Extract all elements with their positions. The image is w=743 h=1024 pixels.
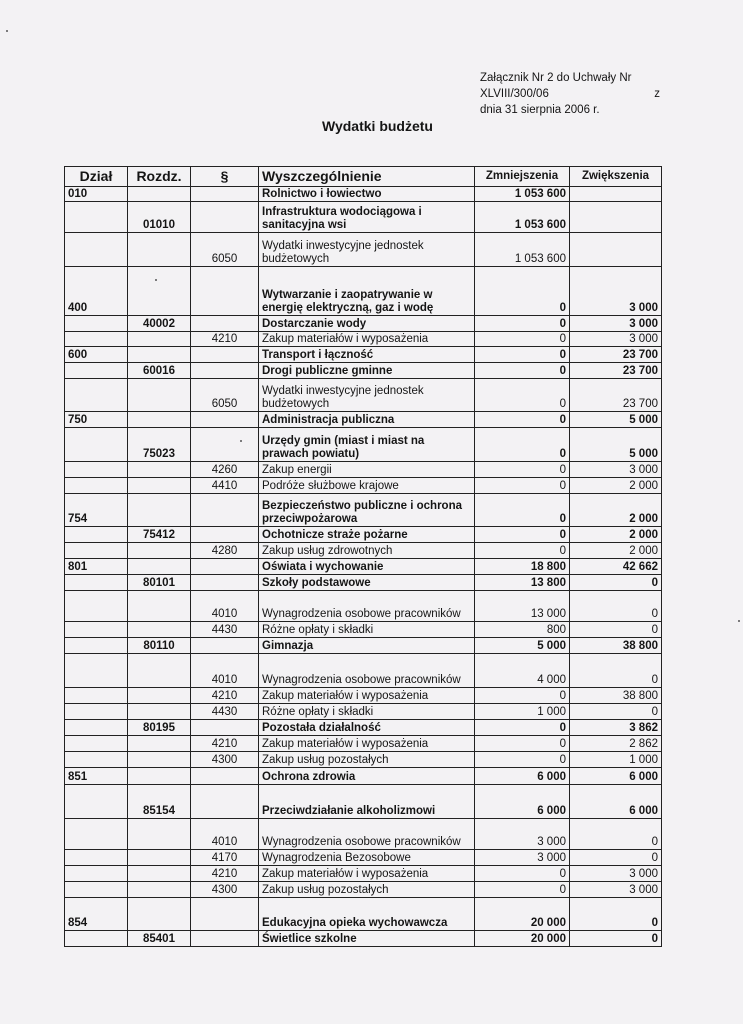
cell-paragraph [191,428,259,462]
cell-description: Transport i łączność [259,347,475,363]
cell-decrease: 6 000 [475,768,570,785]
cell-paragraph: 4300 [191,882,259,898]
cell-increase: 3 000 [570,316,662,332]
cell-description: Różne opłaty i składki [259,622,475,638]
cell-increase: 0 [570,622,662,638]
table-header-row [65,167,662,187]
cell-dzial [65,363,128,379]
cell-decrease: 0 [475,363,570,379]
cell-paragraph: 4430 [191,704,259,720]
cell-rozdzial: 85401 [128,931,191,947]
table-row [65,931,662,947]
cell-description: Ochrona zdrowia [259,768,475,785]
cell-dzial [65,591,128,622]
cell-paragraph: 4210 [191,688,259,704]
table-row [65,882,662,898]
table-row [65,412,662,428]
cell-increase: 38 800 [570,638,662,654]
scan-speck [738,620,740,622]
cell-rozdzial [128,850,191,866]
cell-description: Różne opłaty i składki [259,704,475,720]
cell-paragraph: 4010 [191,591,259,622]
cell-dzial: 750 [65,412,128,428]
cell-decrease: 0 [475,462,570,478]
cell-decrease: 4 000 [475,654,570,688]
cell-paragraph [191,363,259,379]
cell-decrease: 20 000 [475,898,570,931]
resolution-number: XLVIII/300/06 [480,88,549,100]
cell-dzial [65,478,128,494]
cell-decrease: 0 [475,267,570,316]
cell-rozdzial: 01010 [128,202,191,233]
cell-rozdzial [128,622,191,638]
cell-dzial [65,704,128,720]
cell-description: Wynagrodzenia osobowe pracowników [259,819,475,850]
cell-decrease: 3 000 [475,819,570,850]
cell-increase: 1 000 [570,752,662,768]
cell-dzial [65,379,128,412]
table-row [65,347,662,363]
table-row [65,736,662,752]
cell-increase: 23 700 [570,379,662,412]
cell-description: Świetlice szkolne [259,931,475,947]
cell-paragraph: 4010 [191,819,259,850]
cell-increase: 3 000 [570,332,662,347]
cell-increase: 0 [570,575,662,591]
cell-decrease: 800 [475,622,570,638]
cell-description: Edukacyjna opieka wychowawcza [259,898,475,931]
cell-rozdzial [128,688,191,704]
cell-decrease: 0 [475,688,570,704]
cell-rozdzial [128,559,191,575]
cell-decrease: 1 053 600 [475,202,570,233]
cell-paragraph: 6050 [191,233,259,267]
cell-increase: 2 000 [570,527,662,543]
table-row [65,850,662,866]
budget-table [64,166,662,947]
table-row [65,654,662,688]
cell-rozdzial [128,866,191,882]
cell-paragraph: 4260 [191,462,259,478]
cell-description: Przeciwdziałanie alkoholizmowi [259,785,475,819]
cell-increase: 0 [570,591,662,622]
cell-decrease: 1 053 600 [475,233,570,267]
cell-rozdzial [128,347,191,363]
table-body [65,187,662,947]
cell-decrease: 18 800 [475,559,570,575]
cell-dzial: 754 [65,494,128,527]
cell-paragraph: 4280 [191,543,259,559]
table-row [65,267,662,316]
cell-dzial [65,332,128,347]
cell-rozdzial [128,494,191,527]
cell-rozdzial: 40002 [128,316,191,332]
cell-rozdzial [128,704,191,720]
cell-description: Dostarczanie wody [259,316,475,332]
cell-dzial: 854 [65,898,128,931]
cell-dzial: 400 [65,267,128,316]
cell-rozdzial [128,768,191,785]
table-row [65,428,662,462]
annex-line-2 [480,86,660,102]
cell-dzial [65,622,128,638]
table-row [65,688,662,704]
cell-rozdzial [128,462,191,478]
cell-paragraph: 4410 [191,478,259,494]
cell-rozdzial [128,187,191,202]
cell-description: Wynagrodzenia osobowe pracowników [259,591,475,622]
cell-paragraph [191,187,259,202]
cell-paragraph [191,638,259,654]
cell-dzial: 010 [65,187,128,202]
cell-decrease: 0 [475,332,570,347]
cell-description: Zakup energii [259,462,475,478]
cell-paragraph [191,931,259,947]
cell-rozdzial [128,412,191,428]
cell-decrease: 0 [475,428,570,462]
table-row [65,785,662,819]
cell-description: Infrastruktura wodociągowa i sanitacyjna wsi [259,202,475,233]
cell-increase: 2 000 [570,494,662,527]
cell-rozdzial [128,478,191,494]
cell-increase: 42 662 [570,559,662,575]
cell-paragraph [191,559,259,575]
cell-dzial [65,850,128,866]
cell-increase: 2 000 [570,478,662,494]
cell-increase: 0 [570,819,662,850]
cell-increase: 3 000 [570,882,662,898]
cell-paragraph: 4010 [191,654,259,688]
cell-dzial [65,462,128,478]
scan-speck [6,30,8,32]
table-row [65,622,662,638]
cell-rozdzial [128,233,191,267]
cell-description: Wydatki inwestycyjne jednostek budżetowych [259,233,475,267]
cell-increase: 5 000 [570,412,662,428]
cell-description: Rolnictwo i łowiectwo [259,187,475,202]
cell-paragraph [191,768,259,785]
cell-description: Bezpieczeństwo publiczne i ochrona przeciwpożarowa [259,494,475,527]
cell-rozdzial [128,332,191,347]
scan-speck [155,279,157,281]
cell-rozdzial [128,736,191,752]
cell-description: Zakup materiałów i wyposażenia [259,688,475,704]
page-title: Wydatki budżetu [322,118,433,134]
cell-description: Wynagrodzenia osobowe pracowników [259,654,475,688]
cell-rozdzial [128,819,191,850]
cell-paragraph [191,898,259,931]
cell-description: Gimnazja [259,638,475,654]
cell-increase: 3 862 [570,720,662,736]
col-header-paragraph: § [191,167,259,187]
col-header-increases: Zwiększenia [570,167,662,187]
cell-rozdzial [128,267,191,316]
table-row [65,462,662,478]
cell-rozdzial [128,654,191,688]
cell-increase: 23 700 [570,347,662,363]
cell-decrease: 0 [475,347,570,363]
cell-decrease: 0 [475,866,570,882]
annex-z: z [654,88,660,100]
cell-decrease: 0 [475,720,570,736]
table-row [65,494,662,527]
cell-description: Zakup materiałów i wyposażenia [259,736,475,752]
cell-rozdzial: 75023 [128,428,191,462]
cell-dzial: 851 [65,768,128,785]
cell-dzial [65,819,128,850]
table-row [65,591,662,622]
table-row [65,527,662,543]
cell-description: Podróże służbowe krajowe [259,478,475,494]
table-row [65,202,662,233]
cell-increase [570,187,662,202]
cell-paragraph [191,347,259,363]
cell-increase: 23 700 [570,363,662,379]
cell-dzial [65,575,128,591]
cell-paragraph [191,527,259,543]
table-row [65,819,662,850]
cell-dzial [65,736,128,752]
table-row [65,478,662,494]
cell-description: Zakup usług pozostałych [259,882,475,898]
cell-description: Oświata i wychowanie [259,559,475,575]
cell-rozdzial [128,752,191,768]
cell-description: Szkoły podstawowe [259,575,475,591]
cell-decrease: 0 [475,736,570,752]
cell-paragraph [191,494,259,527]
cell-decrease: 0 [475,412,570,428]
cell-paragraph: 4300 [191,752,259,768]
annex-line-1: Załącznik Nr 2 do Uchwały Nr [480,72,632,84]
cell-increase: 6 000 [570,785,662,819]
cell-dzial [65,931,128,947]
table-row [65,638,662,654]
cell-description: Zakup usług pozostałych [259,752,475,768]
cell-description: Urzędy gmin (miast i miast na prawach powiatu) [259,428,475,462]
cell-paragraph: 4210 [191,736,259,752]
cell-increase: 0 [570,850,662,866]
cell-dzial [65,543,128,559]
cell-description: Wynagrodzenia Bezosobowe [259,850,475,866]
cell-increase: 3 000 [570,866,662,882]
table-row [65,379,662,412]
table-row [65,187,662,202]
cell-decrease: 0 [475,527,570,543]
cell-paragraph: 4210 [191,866,259,882]
cell-paragraph: 6050 [191,379,259,412]
cell-decrease: 20 000 [475,931,570,947]
cell-increase [570,233,662,267]
cell-rozdzial [128,898,191,931]
cell-increase: 0 [570,898,662,931]
cell-paragraph [191,202,259,233]
cell-decrease: 3 000 [475,850,570,866]
cell-decrease: 0 [475,752,570,768]
table-row [65,233,662,267]
cell-dzial [65,202,128,233]
cell-description: Zakup materiałów i wyposażenia [259,866,475,882]
table-row [65,332,662,347]
cell-rozdzial [128,543,191,559]
cell-increase: 2 862 [570,736,662,752]
cell-dzial: 600 [65,347,128,363]
cell-increase: 38 800 [570,688,662,704]
cell-paragraph [191,785,259,819]
cell-rozdzial: 75412 [128,527,191,543]
cell-rozdzial [128,379,191,412]
cell-rozdzial: 85154 [128,785,191,819]
cell-paragraph: 4210 [191,332,259,347]
cell-paragraph [191,412,259,428]
table-row [65,543,662,559]
cell-description: Zakup materiałów i wyposażenia [259,332,475,347]
table-row [65,752,662,768]
cell-rozdzial: 60016 [128,363,191,379]
cell-decrease: 0 [475,882,570,898]
table-row [65,866,662,882]
cell-decrease: 0 [475,379,570,412]
cell-description: Wydatki inwestycyjne jednostek budżetowych [259,379,475,412]
table-row [65,898,662,931]
col-header-description: Wyszczególnienie [259,167,475,187]
table-row [65,768,662,785]
cell-rozdzial: 80195 [128,720,191,736]
col-header-dzial: Dział [65,167,128,187]
cell-decrease: 6 000 [475,785,570,819]
cell-increase: 5 000 [570,428,662,462]
cell-paragraph: 4170 [191,850,259,866]
cell-increase: 3 000 [570,267,662,316]
table-row [65,704,662,720]
cell-description: Zakup usług zdrowotnych [259,543,475,559]
annex-date: dnia 31 sierpnia 2006 r. [480,104,600,116]
cell-dzial [65,654,128,688]
cell-rozdzial: 80101 [128,575,191,591]
cell-description: Administracja publiczna [259,412,475,428]
cell-increase: 2 000 [570,543,662,559]
cell-paragraph [191,267,259,316]
cell-dzial [65,866,128,882]
cell-decrease: 5 000 [475,638,570,654]
cell-increase: 0 [570,654,662,688]
cell-decrease: 0 [475,543,570,559]
cell-decrease: 13 000 [475,591,570,622]
cell-decrease: 1 000 [475,704,570,720]
cell-dzial [65,428,128,462]
cell-dzial [65,316,128,332]
cell-rozdzial: 80110 [128,638,191,654]
cell-decrease: 0 [475,316,570,332]
cell-decrease: 0 [475,478,570,494]
cell-dzial [65,720,128,736]
table-row [65,559,662,575]
table-row [65,316,662,332]
cell-description: Wytwarzanie i zaopatrywanie w energię elektryczną, gaz i wodę [259,267,475,316]
table-row [65,363,662,379]
cell-paragraph [191,316,259,332]
annex-reference [480,70,660,118]
cell-dzial [65,882,128,898]
cell-description: Ochotnicze straże pożarne [259,527,475,543]
cell-rozdzial [128,882,191,898]
cell-decrease: 0 [475,494,570,527]
cell-dzial [65,688,128,704]
table-row [65,575,662,591]
col-header-decreases: Zmniejszenia [475,167,570,187]
col-header-rozdz: Rozdz. [128,167,191,187]
cell-dzial [65,233,128,267]
cell-dzial [65,752,128,768]
scan-speck [240,440,242,442]
cell-rozdzial [128,591,191,622]
cell-increase [570,202,662,233]
cell-paragraph [191,720,259,736]
cell-increase: 0 [570,931,662,947]
cell-description: Pozostała działalność [259,720,475,736]
cell-dzial: 801 [65,559,128,575]
cell-increase: 0 [570,704,662,720]
cell-description: Drogi publiczne gminne [259,363,475,379]
cell-decrease: 1 053 600 [475,187,570,202]
cell-paragraph [191,575,259,591]
cell-increase: 6 000 [570,768,662,785]
cell-dzial [65,785,128,819]
table-row [65,720,662,736]
cell-dzial [65,638,128,654]
cell-dzial [65,527,128,543]
cell-paragraph: 4430 [191,622,259,638]
cell-increase: 3 000 [570,462,662,478]
cell-decrease: 13 800 [475,575,570,591]
